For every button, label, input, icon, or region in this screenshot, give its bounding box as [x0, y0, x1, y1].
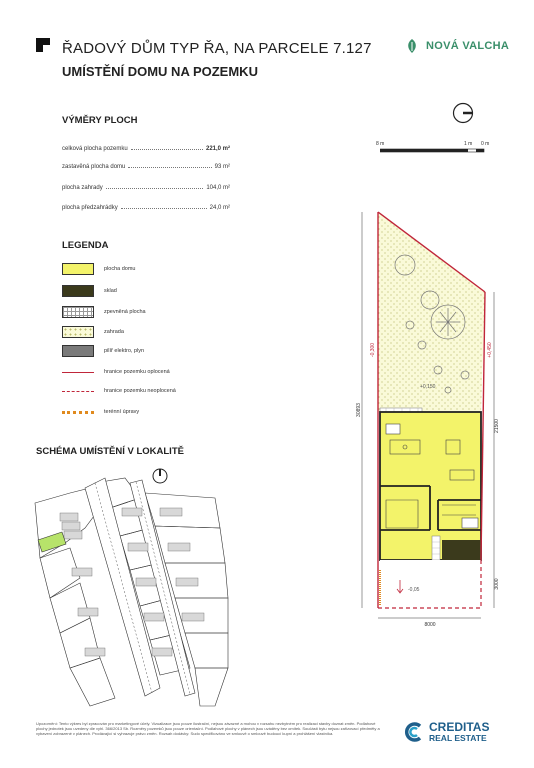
- dim-width: 8000: [424, 622, 436, 628]
- legend-heading: LEGENDA: [62, 240, 109, 251]
- legend-label: plocha domu: [104, 266, 136, 272]
- legend-item: [62, 326, 124, 338]
- corner-mark: [36, 38, 50, 52]
- legend-swatch: [62, 326, 94, 338]
- brand-name: NOVÁ VALCHA: [426, 40, 510, 52]
- area-value: 104,0 m²: [206, 185, 230, 191]
- area-leader-dots: [131, 144, 203, 150]
- disclaimer-text: Upozornění: Tento výkres byl zpracován pro marketingové účely. Vizualizace jsou pouze ilustrační, nejsou závazné a mohou v rozsahu nezbytném pro realizaci stavby doznat změn. Podlahové plochy jednotek jsou uvedeny dle vyhl. 366/2013 Sb. Rozměry pozemků jsou pouze orientační. Podlahové plochy v plánech jsou uváděny bez omítek. Součástí bytu nejsou zařizovací předměty a vybavení zobrazené v plánech. Prodávající si vyhrazuje právo změn. Rozsah dodávky: Sudo specifikováno ve smlouvě o smlouvě budoucí kupní a prohlášení vlastníka.: [36, 721, 380, 736]
- legend-label: sklad: [104, 288, 117, 294]
- area-row: [62, 203, 230, 211]
- legend-label: hranice pozemku oplocená: [104, 369, 170, 375]
- scale-bar: [376, 141, 492, 157]
- area-label: zastavěná plocha domu: [62, 164, 126, 170]
- legend-swatch: [62, 306, 94, 318]
- valcha-leaf-icon: [404, 38, 420, 54]
- area-label: plocha zahrady: [62, 185, 103, 191]
- legend-swatch: [62, 411, 94, 414]
- nova-valcha-logo: [404, 38, 509, 54]
- legend-item: [62, 345, 145, 357]
- developer-subname: REAL ESTATE: [429, 733, 487, 743]
- legend-label: hranice pozemku neoplocená: [104, 388, 176, 394]
- page-subtitle: UMÍSTĚNÍ DOMU NA POZEMKU: [62, 64, 258, 79]
- legend-label: terénní úpravy: [104, 409, 140, 415]
- location-schema-map: [30, 468, 230, 708]
- legend-item: [62, 406, 140, 418]
- area-row: [62, 183, 230, 191]
- creditas-logo: [404, 721, 489, 743]
- legend-swatch: [62, 345, 94, 357]
- site-plan: [350, 200, 510, 630]
- legend-swatch: [62, 391, 94, 392]
- legend-swatch: [62, 263, 94, 275]
- legend-swatch: [62, 285, 94, 297]
- legend-swatch: [62, 372, 94, 373]
- developer-name: CREDITAS: [429, 720, 490, 734]
- area-row: [62, 162, 230, 170]
- scale-label-0m: 0 m: [481, 141, 490, 147]
- legend-item: [62, 306, 146, 318]
- scale-label-1m: 1 m: [464, 141, 473, 147]
- legend-item: [62, 285, 117, 297]
- legend-item: [62, 385, 176, 397]
- legend-label: zpevněná plocha: [104, 309, 146, 315]
- area-leader-dots: [106, 183, 204, 189]
- legend-item: [62, 366, 170, 378]
- north-arrow-icon: [452, 102, 474, 124]
- level-right: +0,450: [487, 342, 493, 358]
- level-left: -0,300: [370, 342, 376, 358]
- scale-bar-graphic: [380, 148, 492, 154]
- front-yard: [380, 560, 481, 606]
- legend-item: [62, 263, 136, 275]
- area-label: celková plocha pozemku: [62, 146, 128, 152]
- dim-garden-length: 21500: [494, 419, 500, 433]
- dim-total-length: 30893: [356, 403, 362, 417]
- area-label: plocha předzahrádky: [62, 205, 118, 211]
- legend-label: zahrada: [104, 329, 124, 335]
- north-arrow-icon-small: [153, 469, 167, 483]
- legend-label: pilíř elektro, plyn: [104, 348, 145, 354]
- scale-label-8m: 8 m: [376, 141, 385, 147]
- level-garden: +0,150: [420, 384, 436, 390]
- areas-heading: VÝMĚRY PLOCH: [62, 115, 138, 126]
- storage-room: [442, 540, 480, 560]
- area-value: 93 m²: [214, 164, 230, 170]
- area-row: [62, 144, 230, 152]
- garden-area: [378, 212, 485, 412]
- area-leader-dots: [128, 162, 211, 168]
- creditas-c-icon: [404, 722, 424, 742]
- area-value: 221,0 m²: [205, 146, 230, 152]
- level-front: -0,05: [408, 587, 420, 593]
- location-heading: SCHÉMA UMÍSTĚNÍ V LOKALITĚ: [36, 446, 184, 457]
- page-title: ŘADOVÝ DŮM TYP ŘA, NA PARCELE 7.127: [62, 40, 372, 57]
- area-leader-dots: [121, 203, 207, 209]
- dim-front-length: 3000: [494, 578, 500, 590]
- area-value: 24,0 m²: [209, 205, 230, 211]
